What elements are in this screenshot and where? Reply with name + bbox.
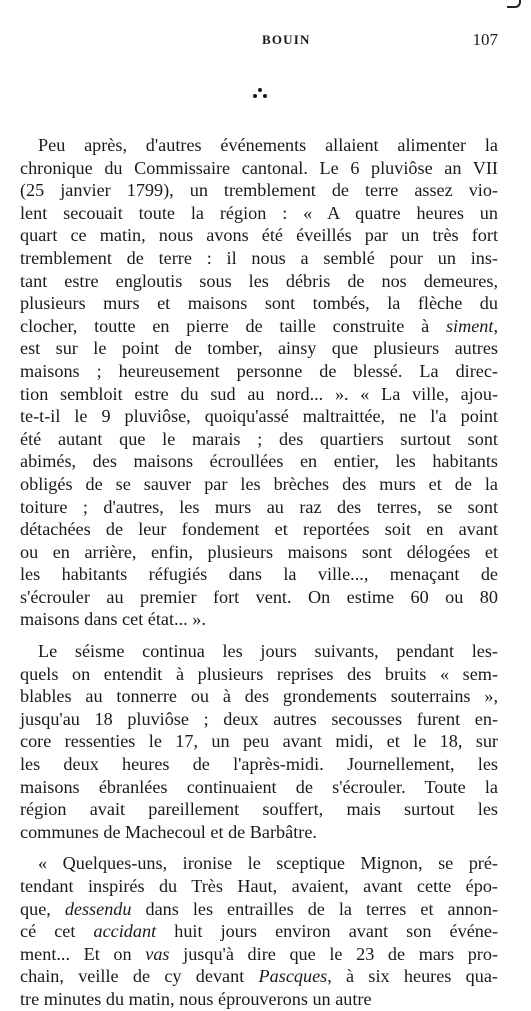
text-line: te-t-il le 9 pluviôse, quoiqu'assé maltraittée, ne l'a point bbox=[20, 406, 498, 427]
running-title: BOUIN bbox=[262, 32, 311, 47]
text-line: est sur le point de tomber, ainsy que plusieurs autres bbox=[20, 338, 498, 359]
text-line: quart ce matin, nous avons été éveillés par un très fort bbox=[20, 225, 498, 246]
text-line: que, dessendu dans les entrailles de la terres et annon- bbox=[20, 898, 498, 919]
text-line: s'écrouler au premier fort vent. On estime 60 ou 80 bbox=[20, 586, 498, 607]
text-line: tremblement de terre : il nous a semblé pour un ins- bbox=[20, 247, 498, 268]
text-line: cé cet accidant huit jours environ avant son événe- bbox=[20, 921, 498, 942]
text-line: les deux heures de l'après-midi. Journellement, les bbox=[20, 754, 498, 775]
body-text bbox=[20, 134, 498, 1011]
paragraph bbox=[20, 640, 498, 843]
corner-mark bbox=[507, 0, 521, 8]
text-line: Peu après, d'autres événements allaient alimenter la bbox=[38, 135, 498, 155]
text-line: tre minutes du matin, nous éprouverons un autre bbox=[20, 988, 372, 1009]
text-line: toiture ; d'autres, les murs au raz des terres, se sont bbox=[20, 496, 498, 517]
text-line: chronique du Commissaire cantonal. Le 6 pluviôse an VII bbox=[20, 157, 498, 178]
text-line: été autant que le marais ; des quartiers surtout sont bbox=[20, 428, 498, 449]
text-line: Le séisme continua les jours suivants, pendant les- bbox=[38, 641, 498, 662]
paragraph bbox=[20, 134, 498, 631]
text-line: tendant inspirés du Très Haut, avaient, avant cette épo- bbox=[20, 876, 498, 896]
text-line: obligés de se sauver par les brèches des murs et de la bbox=[20, 473, 498, 494]
text-line: région avait pareillement souffert, mais surtout les bbox=[20, 799, 498, 820]
text-line: quels on entendit à plusieurs reprises des bruits « sem- bbox=[20, 663, 498, 684]
text-line: communes de Machecoul et de Barbâtre. bbox=[20, 821, 317, 842]
paragraph bbox=[20, 852, 498, 1010]
text-line: jusqu'au 18 pluviôse ; deux autres secousses furent en- bbox=[20, 708, 498, 729]
text-line: tant estre engloutis sous les débris de nos demeures, bbox=[20, 270, 498, 291]
text-line: ou en arrière, enfin, plusieurs maisons sont délogées et bbox=[20, 541, 498, 562]
text-line: maisons dans cet état... ». bbox=[20, 609, 206, 630]
text-line: plusieurs murs et maisons sont tombés, la flèche du bbox=[20, 293, 498, 314]
text-line: core ressenties le 17, un peu avant midi, et le 18, sur bbox=[20, 731, 498, 752]
text-line: chain, veille de cy devant Pascques, à six heures qua- bbox=[20, 966, 498, 987]
text-line: lent secouait toute la région : « A quatre heures un bbox=[20, 202, 498, 223]
text-line: « Quelques-uns, ironise le sceptique Mignon, se pré- bbox=[38, 853, 498, 874]
text-line: détachées de leur fondement et reportées soit en avant bbox=[20, 519, 498, 540]
ornament-icon bbox=[250, 88, 270, 102]
text-line: maisons ; heureusement personne de blessé. La direc- bbox=[20, 360, 498, 381]
text-line: tion sembloit estre du sud au nord... ». « La ville, ajou- bbox=[20, 383, 498, 404]
text-line: clocher, toutte en pierre de taille construite à siment, bbox=[20, 315, 498, 336]
page-header bbox=[20, 30, 500, 52]
text-line: ment... Et on vas jusqu'à dire que le 23 de mars pro- bbox=[20, 943, 499, 964]
text-line: les habitants réfugiés dans la ville..., menaçant de bbox=[20, 564, 498, 585]
page-number: 107 bbox=[472, 30, 498, 49]
text-line: blables au tonnerre ou à des grondements souterrains », bbox=[20, 686, 498, 707]
text-line: abimés, des maisons écroullées en entier, les habitants bbox=[20, 451, 498, 472]
text-line: (25 janvier 1799), un tremblement de terre assez vio- bbox=[20, 180, 498, 201]
text-line: maisons ébranlées continuaient de s'écrouler. Toute la bbox=[20, 776, 498, 797]
